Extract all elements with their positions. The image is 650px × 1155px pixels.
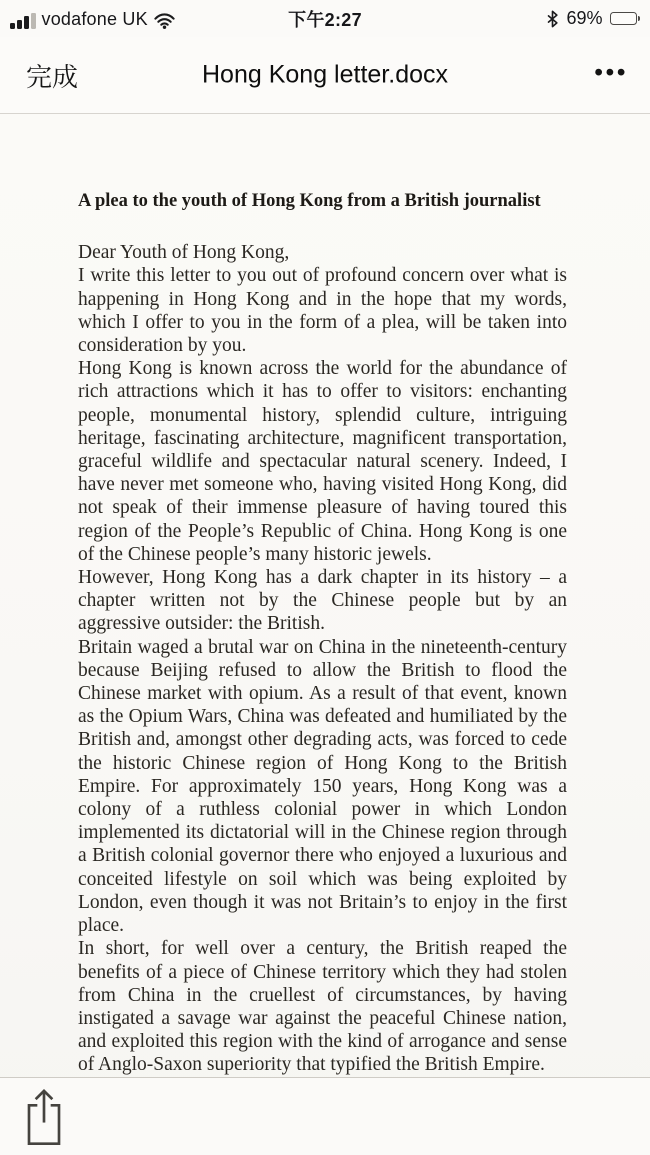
share-button[interactable] [22,1088,66,1148]
battery-percent-label: 69% [566,8,603,28]
document-viewer[interactable] [0,114,650,1155]
share-icon [24,1134,64,1149]
document-page [78,190,567,1100]
clock-label: 下午2:27 [288,9,362,30]
battery-icon [610,12,641,25]
cellular-signal-icon [10,13,36,29]
status-bar [0,0,650,37]
paragraph: Britain waged a brutal war on China in the nineteenth-century because Beijing refused to allow the British to flood the Chinese market with opium. As a result of that event, known as the Opium Wars, China was defeated and humiliated by the British and, amongst other degrading acts, was forced to cede the historic Chinese region of Hong Kong to the British Empire. For approximately 150 years, Hong Kong was a colony of a ruthless colonial power in which London implemented its dictatorial will in the Chinese region through a British colonial governor there who enjoyed a luxurious and conceited lifestyle on soil which was being exploited by London, even though it was not Britain’s to enjoy in the first place. [78,636,567,937]
nav-bar [0,37,650,114]
done-button[interactable]: 完成 [26,57,78,94]
carrier-label: vodafone UK [41,9,148,29]
paragraph: However, Hong Kong has a dark chapter in its history – a chapter written not by the Chinese people but by an aggressive outsider: the British. [78,567,567,635]
status-bar-left [10,8,175,29]
paragraph: In short, for well over a century, the British reaped the benefits of a piece of Chinese territory which they had stolen from China in the cruellest of circumstances, by having instigated a savage war against the peaceful Chinese nation, and exploited this region with the kind of arrogance and sense of Anglo-Saxon superiority that typified the British Empire. [78,938,567,1076]
bottom-toolbar [0,1077,650,1155]
document-heading: A plea to the youth of Hong Kong from a British journalist [78,191,541,211]
paragraph: I write this letter to you out of profound concern over what is happening in Hong Kong and in the hope that my words, which I offer to you in the form of a plea, will be taken into consideration by you. [78,265,567,357]
status-bar-right [546,0,640,37]
wifi-icon [154,13,175,29]
bluetooth-icon [546,10,559,28]
more-button[interactable]: ••• [594,58,628,87]
document-title: Hong Kong letter.docx [202,60,448,89]
paragraph: Dear Youth of Hong Kong, [78,242,290,264]
paragraph: Hong Kong is known across the world for the abundance of rich attractions which it has to offer to visitors: enchanting people, monumental history, splendid culture, intriguing heritage, fascinating architecture, magnificent transportation, graceful wildlife and spectacular natural scenery. Indeed, I have never met someone who, having visited Hong Kong, did not speak of their immense pleasure of having toured this region of the People’s Republic of China. Hong Kong is one of the Chinese people’s many historic jewels. [78,358,567,565]
